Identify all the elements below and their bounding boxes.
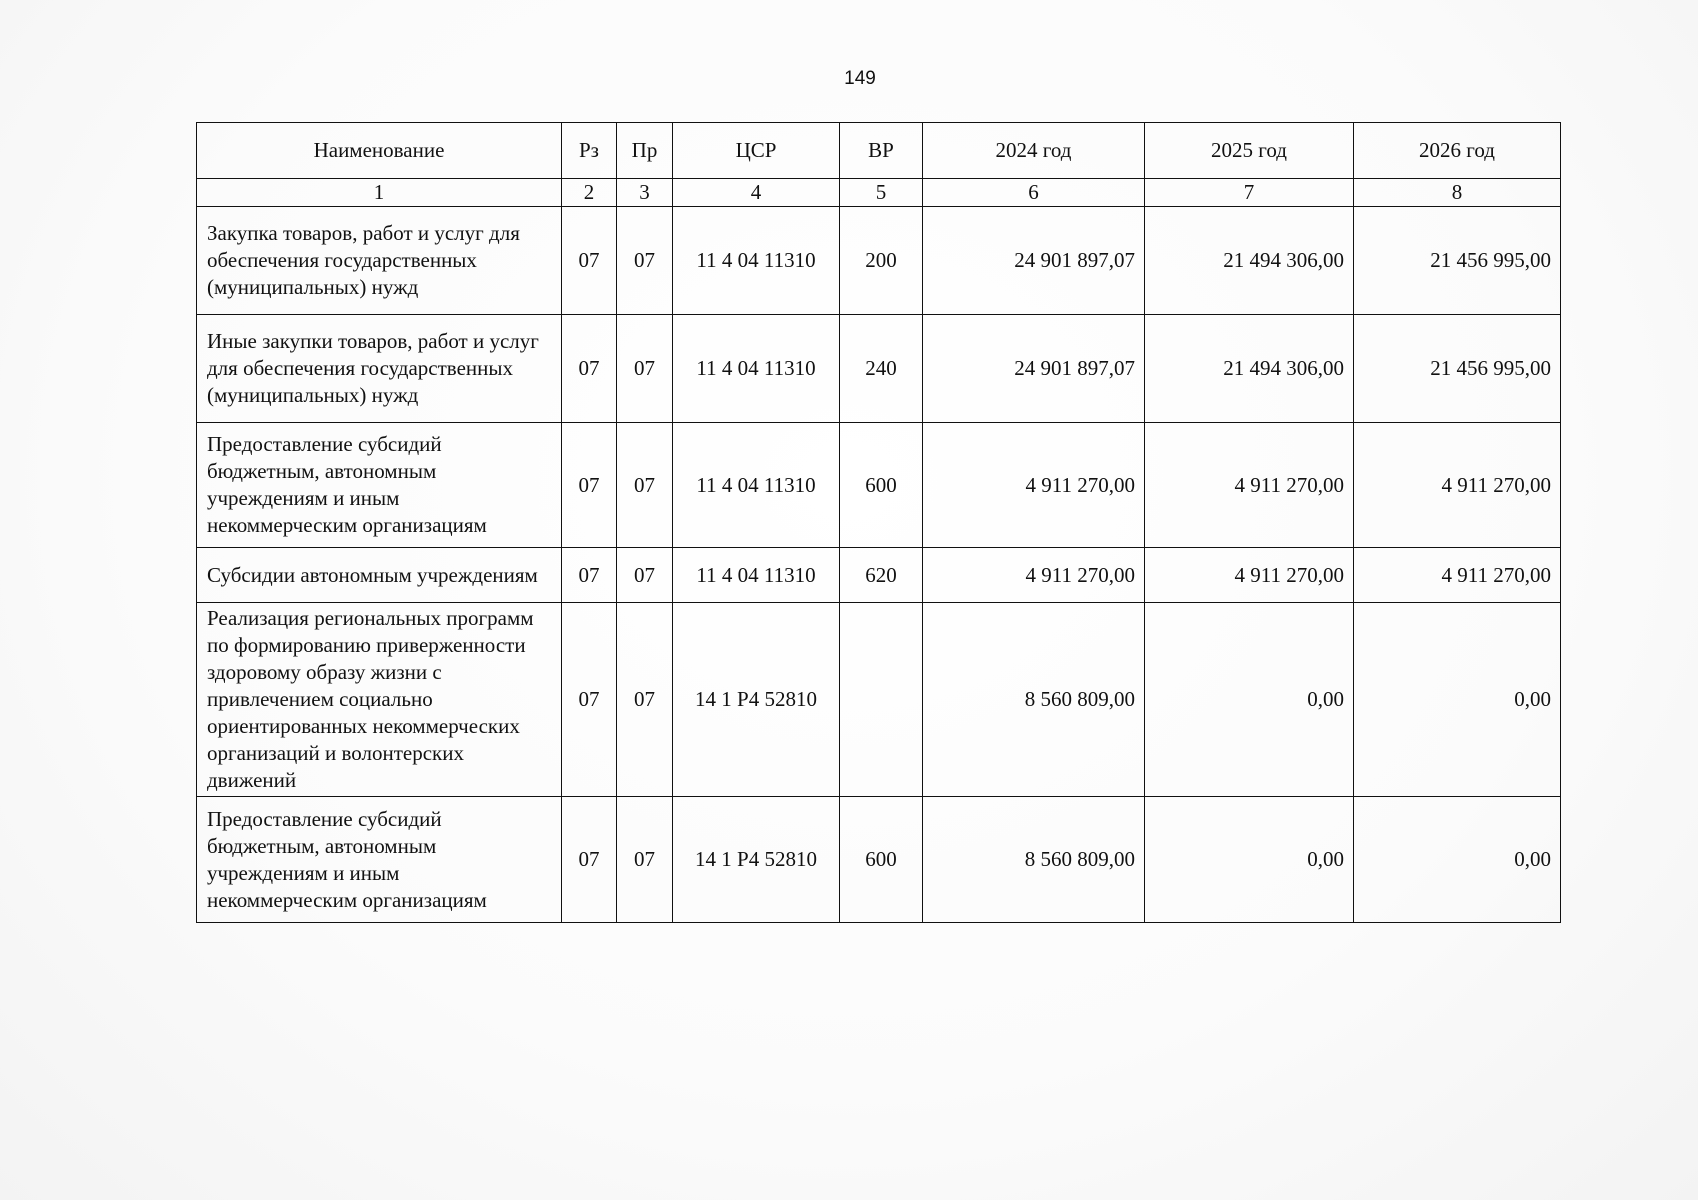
row-rz: 07: [562, 603, 617, 797]
row-vr: [840, 603, 923, 797]
column-number: 3: [617, 179, 673, 207]
row-pr: 07: [617, 423, 673, 548]
row-pr: 07: [617, 315, 673, 423]
header-rz: Рз: [562, 123, 617, 179]
table-row: [197, 207, 1561, 315]
header-pr: Пр: [617, 123, 673, 179]
column-number: 5: [840, 179, 923, 207]
row-2024: 4 911 270,00: [923, 423, 1145, 548]
row-pr: 07: [617, 207, 673, 315]
row-2025: 21 494 306,00: [1145, 207, 1354, 315]
row-csr: 14 1 Р4 52810: [673, 603, 840, 797]
row-2024: 24 901 897,07: [923, 207, 1145, 315]
row-vr: 600: [840, 423, 923, 548]
row-2024: 8 560 809,00: [923, 603, 1145, 797]
row-2026: 4 911 270,00: [1354, 423, 1561, 548]
row-vr: 200: [840, 207, 923, 315]
row-vr: 240: [840, 315, 923, 423]
row-2025: 21 494 306,00: [1145, 315, 1354, 423]
row-rz: 07: [562, 423, 617, 548]
row-2026: 0,00: [1354, 797, 1561, 923]
row-2026: 21 456 995,00: [1354, 315, 1561, 423]
column-number: 2: [562, 179, 617, 207]
table-row: [197, 603, 1561, 797]
row-rz: 07: [562, 797, 617, 923]
row-pr: 07: [617, 548, 673, 603]
row-vr: 620: [840, 548, 923, 603]
row-name: Субсидии автономным учреждениям: [197, 548, 562, 603]
row-2025: 0,00: [1145, 603, 1354, 797]
header-2025: 2025 год: [1145, 123, 1354, 179]
row-2024: 24 901 897,07: [923, 315, 1145, 423]
row-rz: 07: [562, 548, 617, 603]
row-2024: 8 560 809,00: [923, 797, 1145, 923]
header-vr: ВР: [840, 123, 923, 179]
table-row: [197, 423, 1561, 548]
column-number: 1: [197, 179, 562, 207]
row-rz: 07: [562, 207, 617, 315]
row-csr: 11 4 04 11310: [673, 315, 840, 423]
row-2025: 4 911 270,00: [1145, 548, 1354, 603]
row-2026: 21 456 995,00: [1354, 207, 1561, 315]
budget-table: [196, 122, 1561, 923]
header-row: [197, 123, 1561, 179]
row-name: Закупка товаров, работ и услуг для обеспечения государственных (муниципальных) нужд: [197, 207, 562, 315]
page-number: 149: [844, 68, 876, 89]
row-csr: 11 4 04 11310: [673, 548, 840, 603]
column-number-row: [197, 179, 1561, 207]
row-vr: 600: [840, 797, 923, 923]
row-name: Иные закупки товаров, работ и услуг для обеспечения государственных (муниципальных) нужд: [197, 315, 562, 423]
header-name: Наименование: [197, 123, 562, 179]
table-row: [197, 797, 1561, 923]
column-number: 4: [673, 179, 840, 207]
row-2025: 0,00: [1145, 797, 1354, 923]
column-number: 8: [1354, 179, 1561, 207]
row-name: Предоставление субсидий бюджетным, автономным учреждениям и иным некоммерческим организациям: [197, 423, 562, 548]
table-row: [197, 315, 1561, 423]
row-pr: 07: [617, 603, 673, 797]
row-2024: 4 911 270,00: [923, 548, 1145, 603]
row-2025: 4 911 270,00: [1145, 423, 1354, 548]
row-2026: 0,00: [1354, 603, 1561, 797]
header-2024: 2024 год: [923, 123, 1145, 179]
row-csr: 11 4 04 11310: [673, 207, 840, 315]
row-rz: 07: [562, 315, 617, 423]
row-2026: 4 911 270,00: [1354, 548, 1561, 603]
table-row: [197, 548, 1561, 603]
column-number: 7: [1145, 179, 1354, 207]
header-csr: ЦСР: [673, 123, 840, 179]
row-name: Реализация региональных программ по формированию приверженности здоровому образу жизни с привлечением социально ориентированных некоммерческих организаций и волонтерских движений: [197, 603, 562, 797]
row-csr: 11 4 04 11310: [673, 423, 840, 548]
header-2026: 2026 год: [1354, 123, 1561, 179]
row-name: Предоставление субсидий бюджетным, автономным учреждениям и иным некоммерческим организациям: [197, 797, 562, 923]
column-number: 6: [923, 179, 1145, 207]
row-pr: 07: [617, 797, 673, 923]
row-csr: 14 1 Р4 52810: [673, 797, 840, 923]
